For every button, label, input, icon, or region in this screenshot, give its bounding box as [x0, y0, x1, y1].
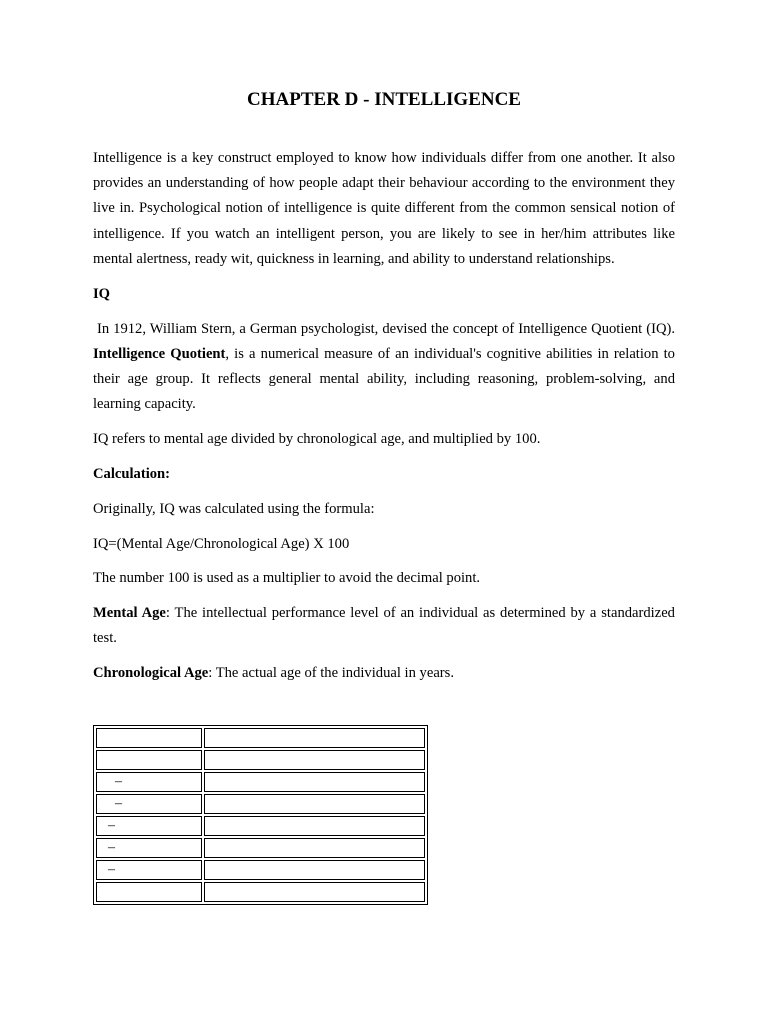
table-cell	[204, 838, 425, 858]
table-row	[96, 838, 425, 858]
iq-paragraph	[93, 317, 683, 418]
formula-intro: Originally, IQ was calculated using the formula:	[93, 500, 375, 517]
chronological-age-text: : The actual age of the individual in years.	[208, 665, 454, 682]
table-cell	[96, 882, 202, 902]
table-cell	[96, 728, 202, 748]
iq-formula: IQ=(Mental Age/Chronological Age) X 100	[93, 535, 350, 552]
iq-paragraph-text-1: In 1912, William Stern, a German psychologist, devised the concept of Intelligence Quotient (IQ).	[93, 320, 683, 337]
table-row	[96, 882, 425, 902]
mental-age-term: Mental Age	[93, 605, 166, 622]
table-cell: –	[96, 816, 202, 836]
table-cell	[204, 750, 425, 770]
mental-age-definition	[93, 601, 675, 651]
table-row	[96, 860, 425, 880]
table-row	[96, 816, 425, 836]
iq-heading: IQ	[93, 286, 111, 303]
intro-paragraph: Intelligence is a key construct employed to know how individuals differ from one another. It also provides an understanding of how people adapt their behaviour according to the environment they live in. Psychological notion of intelligence is quite different from the common sensical notion of intelligence. If you watch an intelligent person, you are likely to see in her/him attributes like mental alertness, ready wit, quickness in learning, and ability to understand relationships.	[93, 150, 675, 267]
chronological-age-definition	[93, 661, 675, 686]
table-cell: –	[96, 860, 202, 880]
table-cell	[204, 772, 425, 792]
iq-definition: IQ refers to mental age divided by chronological age, and multiplied by 100.	[93, 431, 541, 448]
table-cell: –	[96, 838, 202, 858]
chronological-age-term: Chronological Age	[93, 665, 209, 682]
iq-paragraph-text-2: , is a numerical measure of an individual's cognitive abilities in relation to their age group. It reflects general mental ability, including reasoning, problem-solving, and learning capacity.	[93, 346, 675, 413]
table-cell: –	[96, 772, 202, 792]
multiplier-note: The number 100 is used as a multiplier to avoid the decimal point.	[93, 570, 481, 587]
calculation-heading: Calculation:	[93, 466, 171, 483]
table-cell	[204, 882, 425, 902]
table-cell	[204, 794, 425, 814]
table-cell	[204, 860, 425, 880]
iq-term-bold: Intelligence Quotient	[93, 346, 226, 363]
iq-range-table	[93, 725, 428, 905]
table-row	[96, 750, 425, 770]
table-cell	[96, 750, 202, 770]
table-cell	[204, 728, 425, 748]
mental-age-text: : The intellectual performance level of an individual as determined by a standardized test.	[93, 605, 675, 647]
table-row	[96, 728, 425, 748]
table-row	[96, 772, 425, 792]
document-body	[93, 146, 683, 696]
table-cell: –	[96, 794, 202, 814]
table-row	[96, 794, 425, 814]
table-cell	[204, 816, 425, 836]
chapter-title: CHAPTER D - INTELLIGENCE	[247, 89, 521, 110]
